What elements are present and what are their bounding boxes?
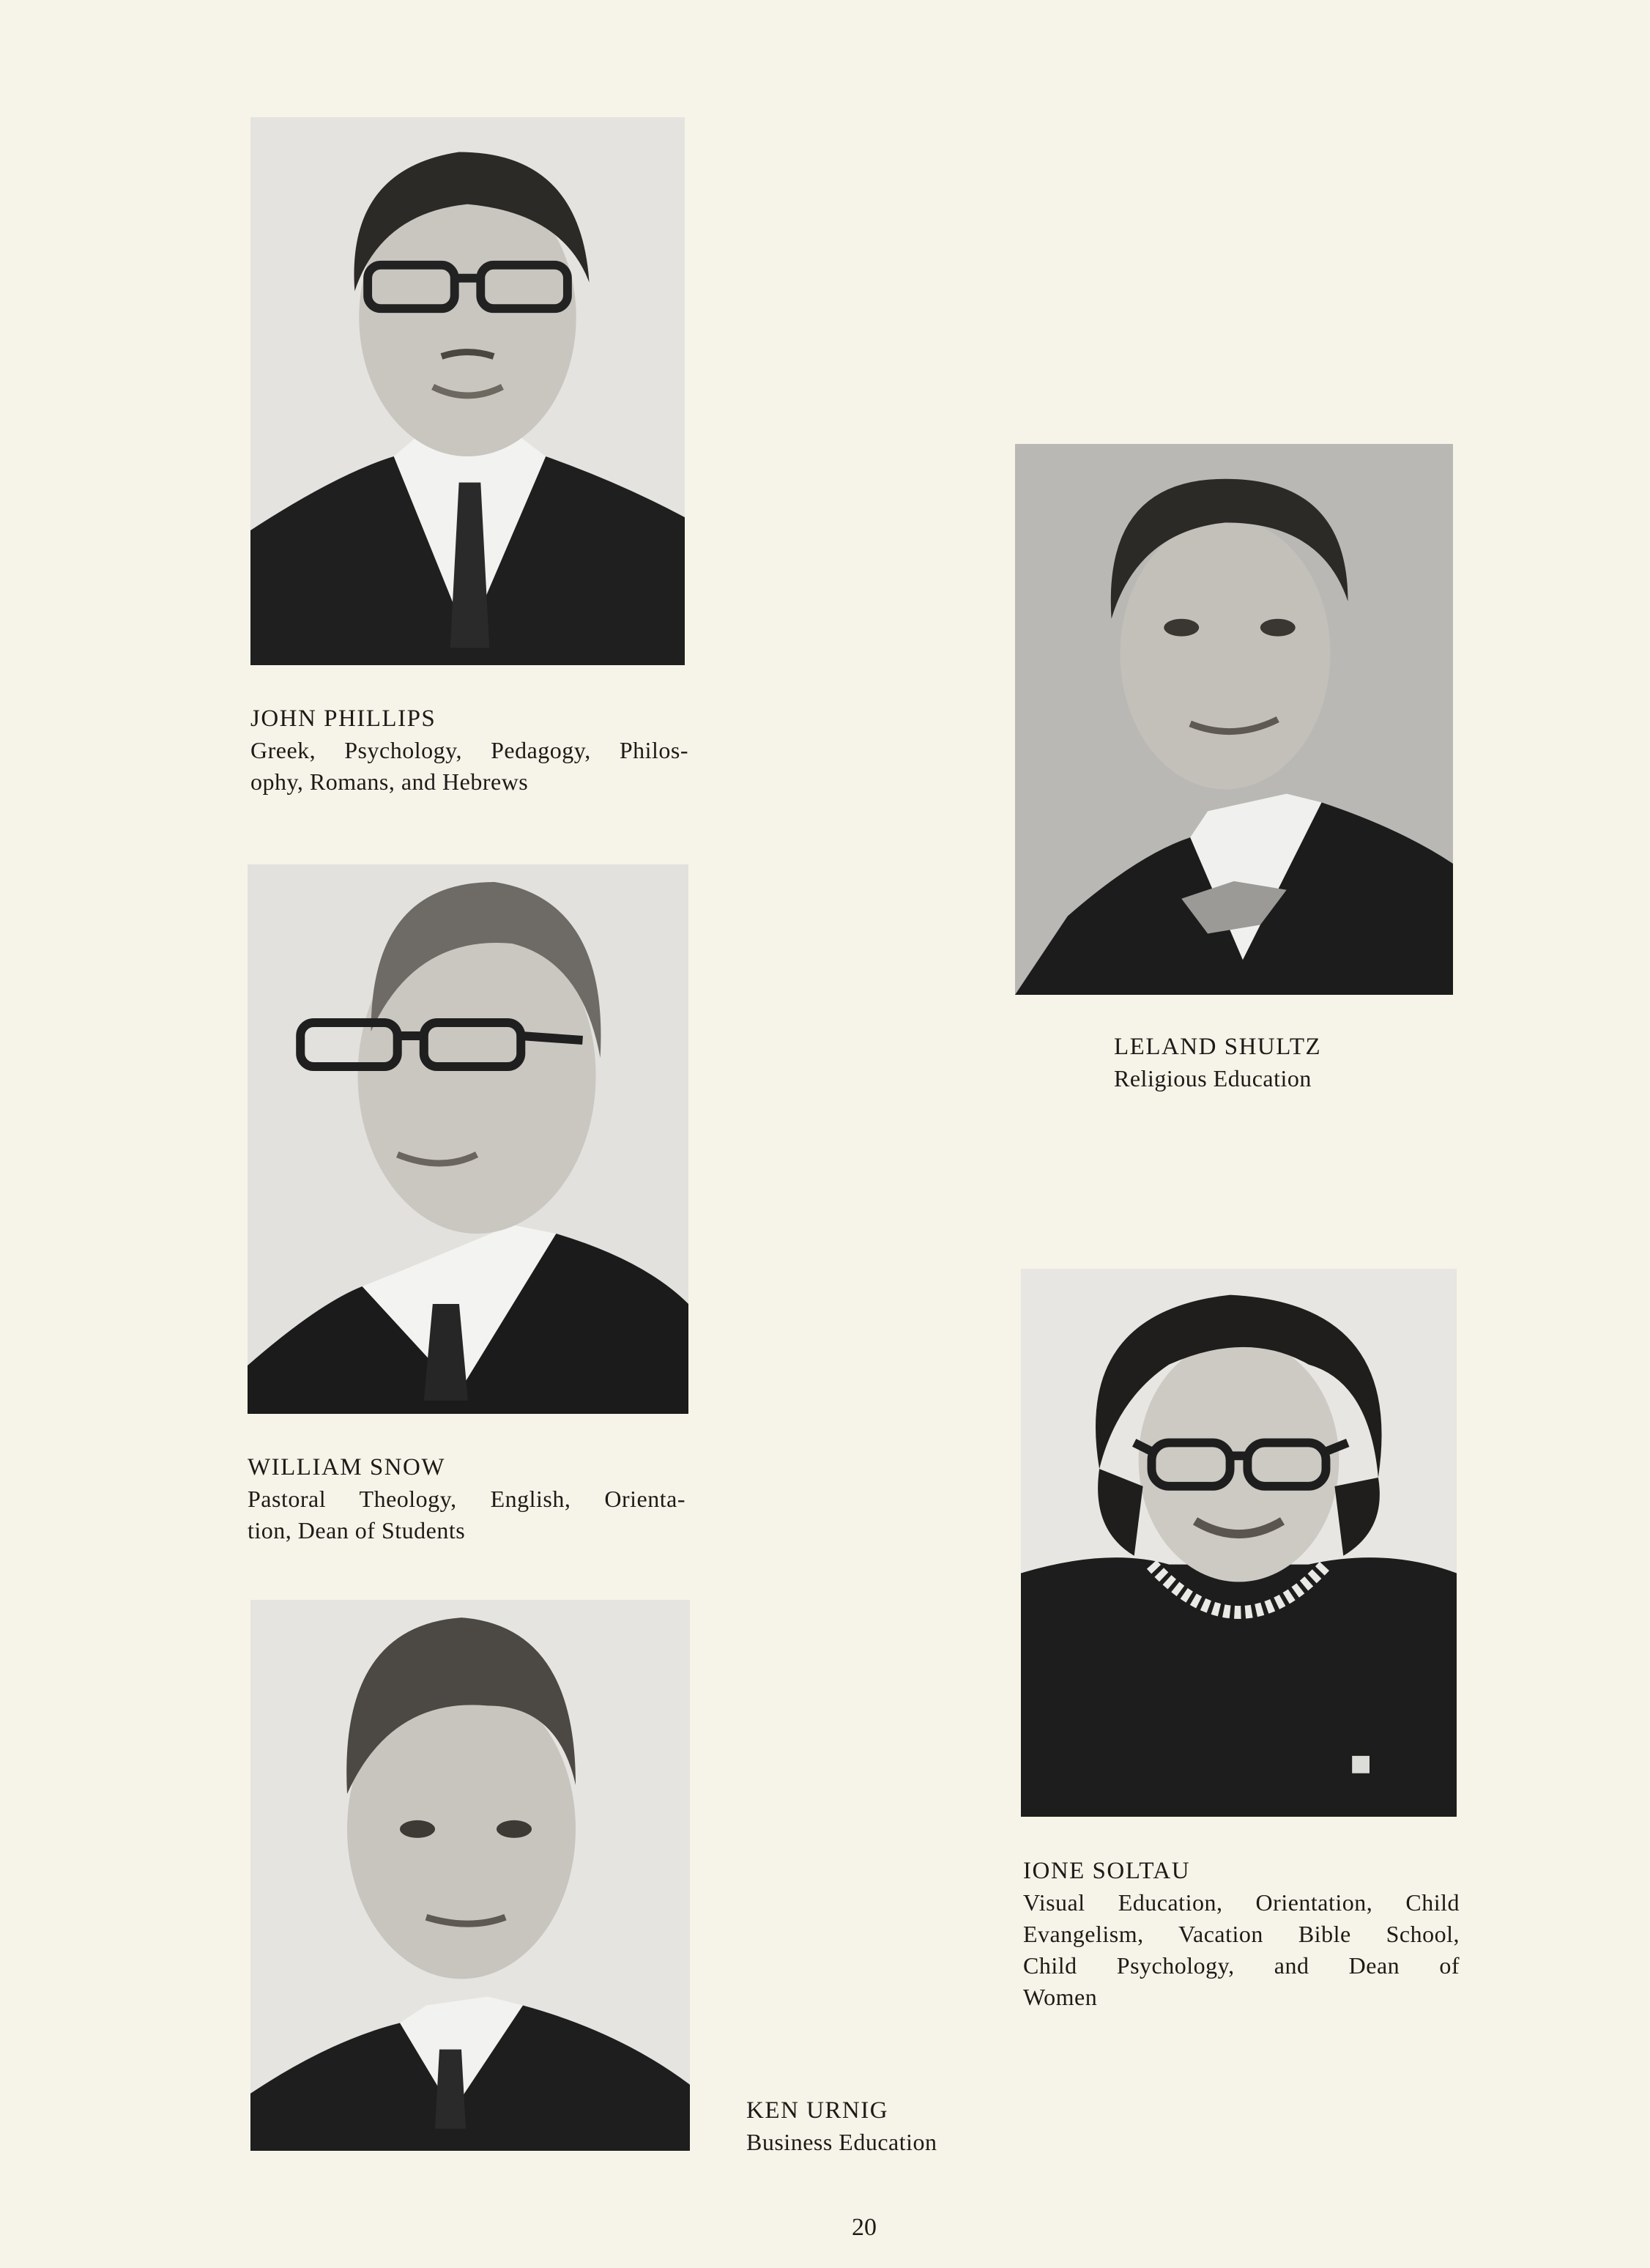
faculty-name: KEN URNIG	[746, 2097, 889, 2124]
faculty-subjects-line: Religious Education	[1114, 1065, 1312, 1092]
faculty-subjects-line: Evangelism, Vacation Bible School,	[1023, 1921, 1460, 1947]
faculty-name: WILLIAM SNOW	[248, 1454, 446, 1480]
portrait-ione-soltau	[1021, 1269, 1457, 1817]
faculty-subjects-line: Visual Education, Orientation, Child	[1023, 1889, 1460, 1916]
faculty-subjects-line: Business Education	[746, 2129, 937, 2155]
caption-john-phillips	[250, 703, 688, 798]
faculty-subjects-line: Women	[1023, 1984, 1098, 2010]
faculty-name: LELAND SHULTZ	[1114, 1034, 1322, 1060]
faculty-name: IONE SOLTAU	[1023, 1858, 1191, 1884]
faculty-subjects-line: Child Psychology, and Dean of	[1023, 1952, 1460, 1979]
portrait-leland-shultz	[1015, 444, 1453, 995]
portrait-ken-urnig	[250, 1600, 690, 2151]
caption-leland-shultz	[1114, 1031, 1495, 1094]
faculty-subjects-line: tion, Dean of Students	[248, 1517, 466, 1544]
faculty-subjects-line: Greek, Psychology, Pedagogy, Philos-	[250, 737, 688, 763]
portrait-william-snow	[248, 864, 688, 1414]
faculty-name: JOHN PHILLIPS	[250, 705, 436, 732]
caption-ken-urnig	[746, 2095, 1039, 2158]
faculty-subjects-line: Pastoral Theology, English, Orienta-	[248, 1486, 685, 1512]
portrait-john-phillips	[250, 117, 685, 665]
page-number: 20	[852, 2214, 877, 2241]
faculty-subjects-line: ophy, Romans, and Hebrews	[250, 768, 529, 795]
caption-ione-soltau	[1023, 1856, 1460, 2013]
caption-william-snow	[248, 1452, 685, 1546]
